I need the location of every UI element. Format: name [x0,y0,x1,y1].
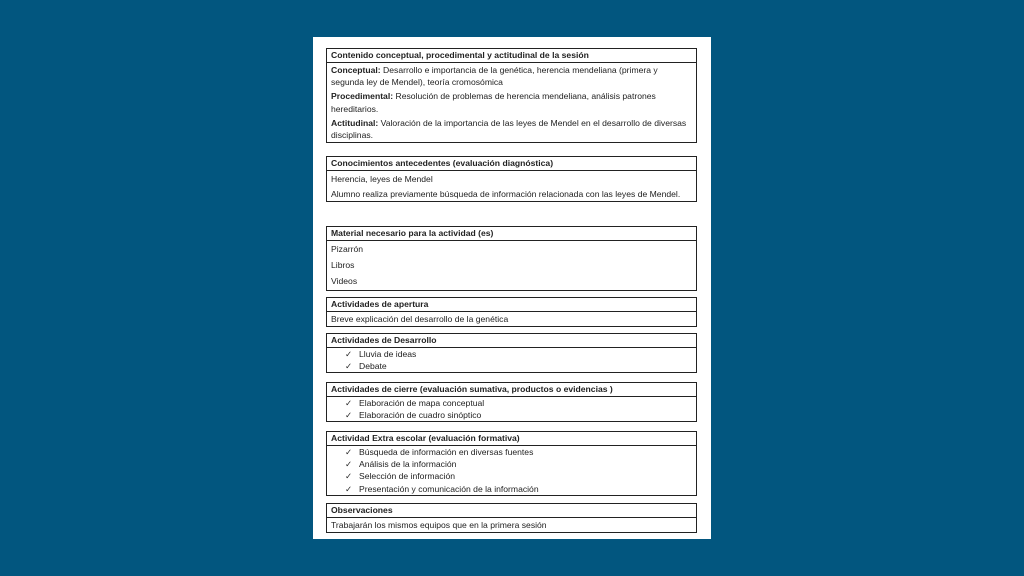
check-icon: ✓ [345,471,353,482]
check-icon: ✓ [345,410,353,421]
check-item-text: Lluvia de ideas [359,349,417,359]
check-item-text: Búsqueda de información en diversas fuentes [359,447,534,457]
section-observaciones [326,503,697,533]
section-title: Contenido conceptual, procedimental y actitudinal de la sesión [327,49,696,63]
section-cierre [326,382,697,422]
section-apertura [326,297,697,327]
check-item [327,409,696,421]
section-title: Material necesario para la actividad (es) [327,227,696,241]
item-text: Desarrollo e importancia de la genética, herencia mendeliana (primera y segunda ley de Mendel), teoría cromosómica [331,65,658,88]
check-item-text: Debate [359,361,387,372]
section-material [326,226,697,291]
check-item-text: Selección de información [359,471,456,482]
list-item: Herencia, leyes de Mendel [331,174,433,184]
section-conocimientos [326,156,697,202]
item-procedimental [327,89,696,115]
list-item: Pizarrón [331,244,363,254]
check-icon: ✓ [345,447,353,457]
item-label: Actitudinal: [331,117,379,128]
section-title: Observaciones [327,504,696,518]
check-icon: ✓ [345,349,353,359]
check-icon: ✓ [345,398,353,408]
list-item: Alumno realiza previamente búsqueda de información relacionada con las leyes de Mendel. [331,189,681,200]
item-text: Resolución de problemas de herencia mendeliana, análisis patrones hereditarios. [331,91,656,114]
item-conceptual [327,63,696,89]
section-title: Actividades de apertura [327,298,696,312]
check-item-text: Elaboración de mapa conceptual [359,398,485,408]
check-item [327,397,696,409]
check-item-text: Presentación y comunicación de la información [359,483,539,494]
document-page [313,37,711,539]
check-item [327,458,696,470]
check-item-text: Análisis de la información [359,459,457,470]
section-title: Actividad Extra escolar (evaluación formativa) [327,432,696,446]
list-item: Trabajarán los mismos equipos que en la primera sesión [331,520,547,530]
section-title: Actividades de cierre (evaluación sumativa, productos o evidencias ) [327,383,696,397]
section-contenido [326,48,697,143]
list-item: Videos [331,276,358,287]
section-desarrollo [326,333,697,373]
item-actitudinal [327,116,696,142]
check-item [327,470,696,482]
section-extra [326,431,697,496]
item-label: Conceptual: [331,65,381,75]
section-title: Actividades de Desarrollo [327,334,696,348]
check-icon: ✓ [345,483,353,494]
item-text: Valoración de la importancia de las leyes de Mendel en el desarrollo de diversas disciplinas. [331,117,687,141]
check-item [327,348,696,360]
check-item-text: Elaboración de cuadro sinóptico [359,410,482,421]
list-item: Libros [331,260,355,271]
list-item: Breve explicación del desarrollo de la genética [331,314,509,324]
item-label: Procedimental: [331,91,394,102]
check-item [327,483,696,495]
check-icon: ✓ [345,459,353,470]
check-icon: ✓ [345,361,353,372]
check-item [327,446,696,458]
check-item [327,360,696,372]
section-title: Conocimientos antecedentes (evaluación diagnóstica) [327,157,696,171]
